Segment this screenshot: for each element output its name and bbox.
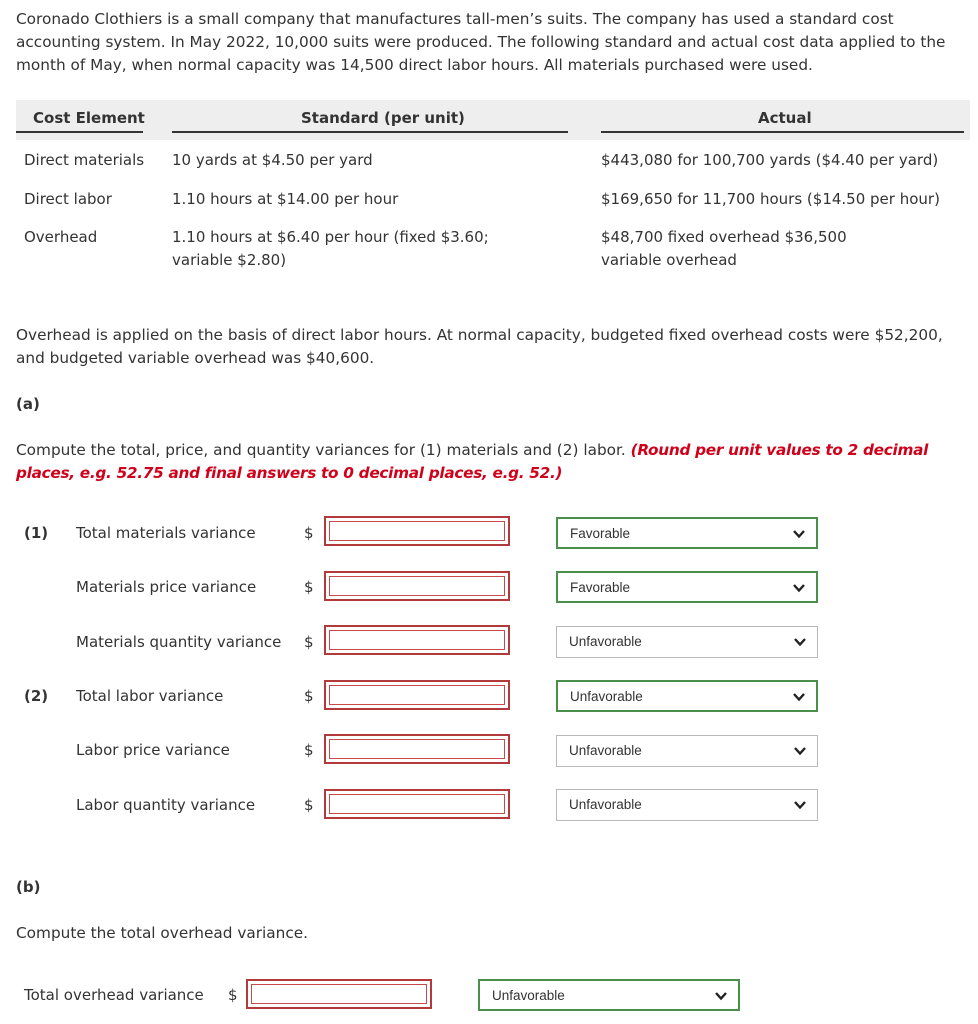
group-2-number: (2) — [24, 687, 49, 705]
header-underline-element — [16, 131, 143, 133]
total-overhead-variance-input[interactable] — [246, 979, 432, 1009]
part-b-instruction: Compute the total overhead variance. — [16, 924, 309, 942]
materials-quantity-variance-select[interactable] — [556, 626, 818, 658]
labor-quantity-variance-select[interactable] — [556, 789, 818, 821]
total-labor-variance-select[interactable] — [556, 680, 818, 712]
input-inner-border — [329, 685, 505, 705]
select-value: Favorable — [570, 580, 631, 595]
row-overhead-standard: 1.10 hours at $6.40 per hour (fixed $3.60; variable $2.80) — [172, 228, 489, 269]
currency-symbol: $ — [304, 796, 314, 814]
part-a-instruction-text: Compute the total, price, and quantity variances for (1) materials and (2) labor. — [16, 441, 626, 459]
row-labor-actual: $169,650 for 11,700 hours ($14.50 per hour) — [601, 190, 940, 208]
materials-quantity-variance-label: Materials quantity variance — [76, 633, 282, 651]
part-a-instruction — [16, 439, 966, 485]
currency-symbol: $ — [228, 986, 238, 1004]
select-value: Unfavorable — [569, 797, 642, 812]
header-cost-element: Cost Element — [33, 109, 145, 127]
chevron-down-icon — [792, 581, 806, 595]
row-labor-element: Direct labor — [24, 190, 112, 208]
chevron-down-icon — [792, 527, 806, 541]
chevron-down-icon — [793, 635, 807, 649]
labor-price-variance-label: Labor price variance — [76, 741, 230, 759]
materials-price-variance-select[interactable] — [556, 571, 818, 603]
currency-symbol: $ — [304, 741, 314, 759]
total-overhead-variance-select[interactable] — [478, 979, 740, 1011]
intro-paragraph: Coronado Clothiers is a small company that manufactures tall-men’s suits. The company has used a standard cost accounting system. In May 2022, 10,000 suits were produced. The following standard and actual cost data applied to the month of May, when normal capacity was 14,500 direct labor hours. All materials purchased were used. — [16, 10, 946, 74]
row-overhead-actual: $48,700 fixed overhead $36,500 variable overhead — [601, 228, 847, 269]
input-inner-border — [329, 794, 505, 814]
total-labor-variance-label: Total labor variance — [76, 687, 224, 705]
total-materials-variance-input[interactable] — [324, 516, 510, 546]
labor-quantity-variance-label: Labor quantity variance — [76, 796, 256, 814]
materials-price-variance-label: Materials price variance — [76, 578, 257, 596]
header-underline-standard — [172, 131, 568, 133]
row-labor-standard: 1.10 hours at $14.00 per hour — [172, 190, 399, 208]
row-overhead-element: Overhead — [24, 228, 98, 246]
currency-symbol: $ — [304, 524, 314, 542]
select-value: Unfavorable — [570, 689, 643, 704]
row-materials-actual: $443,080 for 100,700 yards ($4.40 per yard) — [601, 151, 939, 169]
header-standard: Standard (per unit) — [301, 109, 465, 127]
total-labor-variance-input[interactable] — [324, 680, 510, 710]
overhead-note: Overhead is applied on the basis of direct labor hours. At normal capacity, budgeted fixed overhead costs were $52,200, and budgeted variable overhead was $40,600. — [16, 326, 943, 367]
cost-table-header-bg — [16, 100, 970, 140]
rounding-note: (Round per unit values to 2 decimal places, e.g. 52.75 and final answers to 0 decimal places, e.g. 52.) — [16, 441, 929, 482]
input-inner-border — [329, 630, 505, 650]
input-inner-border — [251, 984, 427, 1004]
labor-price-variance-input[interactable] — [324, 734, 510, 764]
part-a-label: (a) — [16, 395, 40, 413]
group-1-number: (1) — [24, 524, 49, 542]
input-inner-border — [329, 576, 505, 596]
currency-symbol: $ — [304, 687, 314, 705]
currency-symbol: $ — [304, 578, 314, 596]
total-materials-variance-label: Total materials variance — [76, 524, 256, 542]
input-inner-border — [329, 521, 505, 541]
part-b-label: (b) — [16, 878, 41, 896]
labor-price-variance-select[interactable] — [556, 735, 818, 767]
chevron-down-icon — [793, 798, 807, 812]
chevron-down-icon — [792, 690, 806, 704]
materials-price-variance-input[interactable] — [324, 571, 510, 601]
row-materials-element: Direct materials — [24, 151, 145, 169]
select-value: Unfavorable — [492, 988, 565, 1003]
chevron-down-icon — [793, 744, 807, 758]
materials-quantity-variance-input[interactable] — [324, 625, 510, 655]
header-actual: Actual — [758, 109, 812, 127]
row-materials-standard: 10 yards at $4.50 per yard — [172, 151, 373, 169]
select-value: Unfavorable — [569, 634, 642, 649]
input-inner-border — [329, 739, 505, 759]
total-overhead-variance-label: Total overhead variance — [24, 986, 204, 1004]
header-underline-actual — [601, 131, 964, 133]
labor-quantity-variance-input[interactable] — [324, 789, 510, 819]
chevron-down-icon — [714, 989, 728, 1003]
select-value: Unfavorable — [569, 743, 642, 758]
select-value: Favorable — [570, 526, 631, 541]
currency-symbol: $ — [304, 633, 314, 651]
total-materials-variance-select[interactable] — [556, 517, 818, 549]
